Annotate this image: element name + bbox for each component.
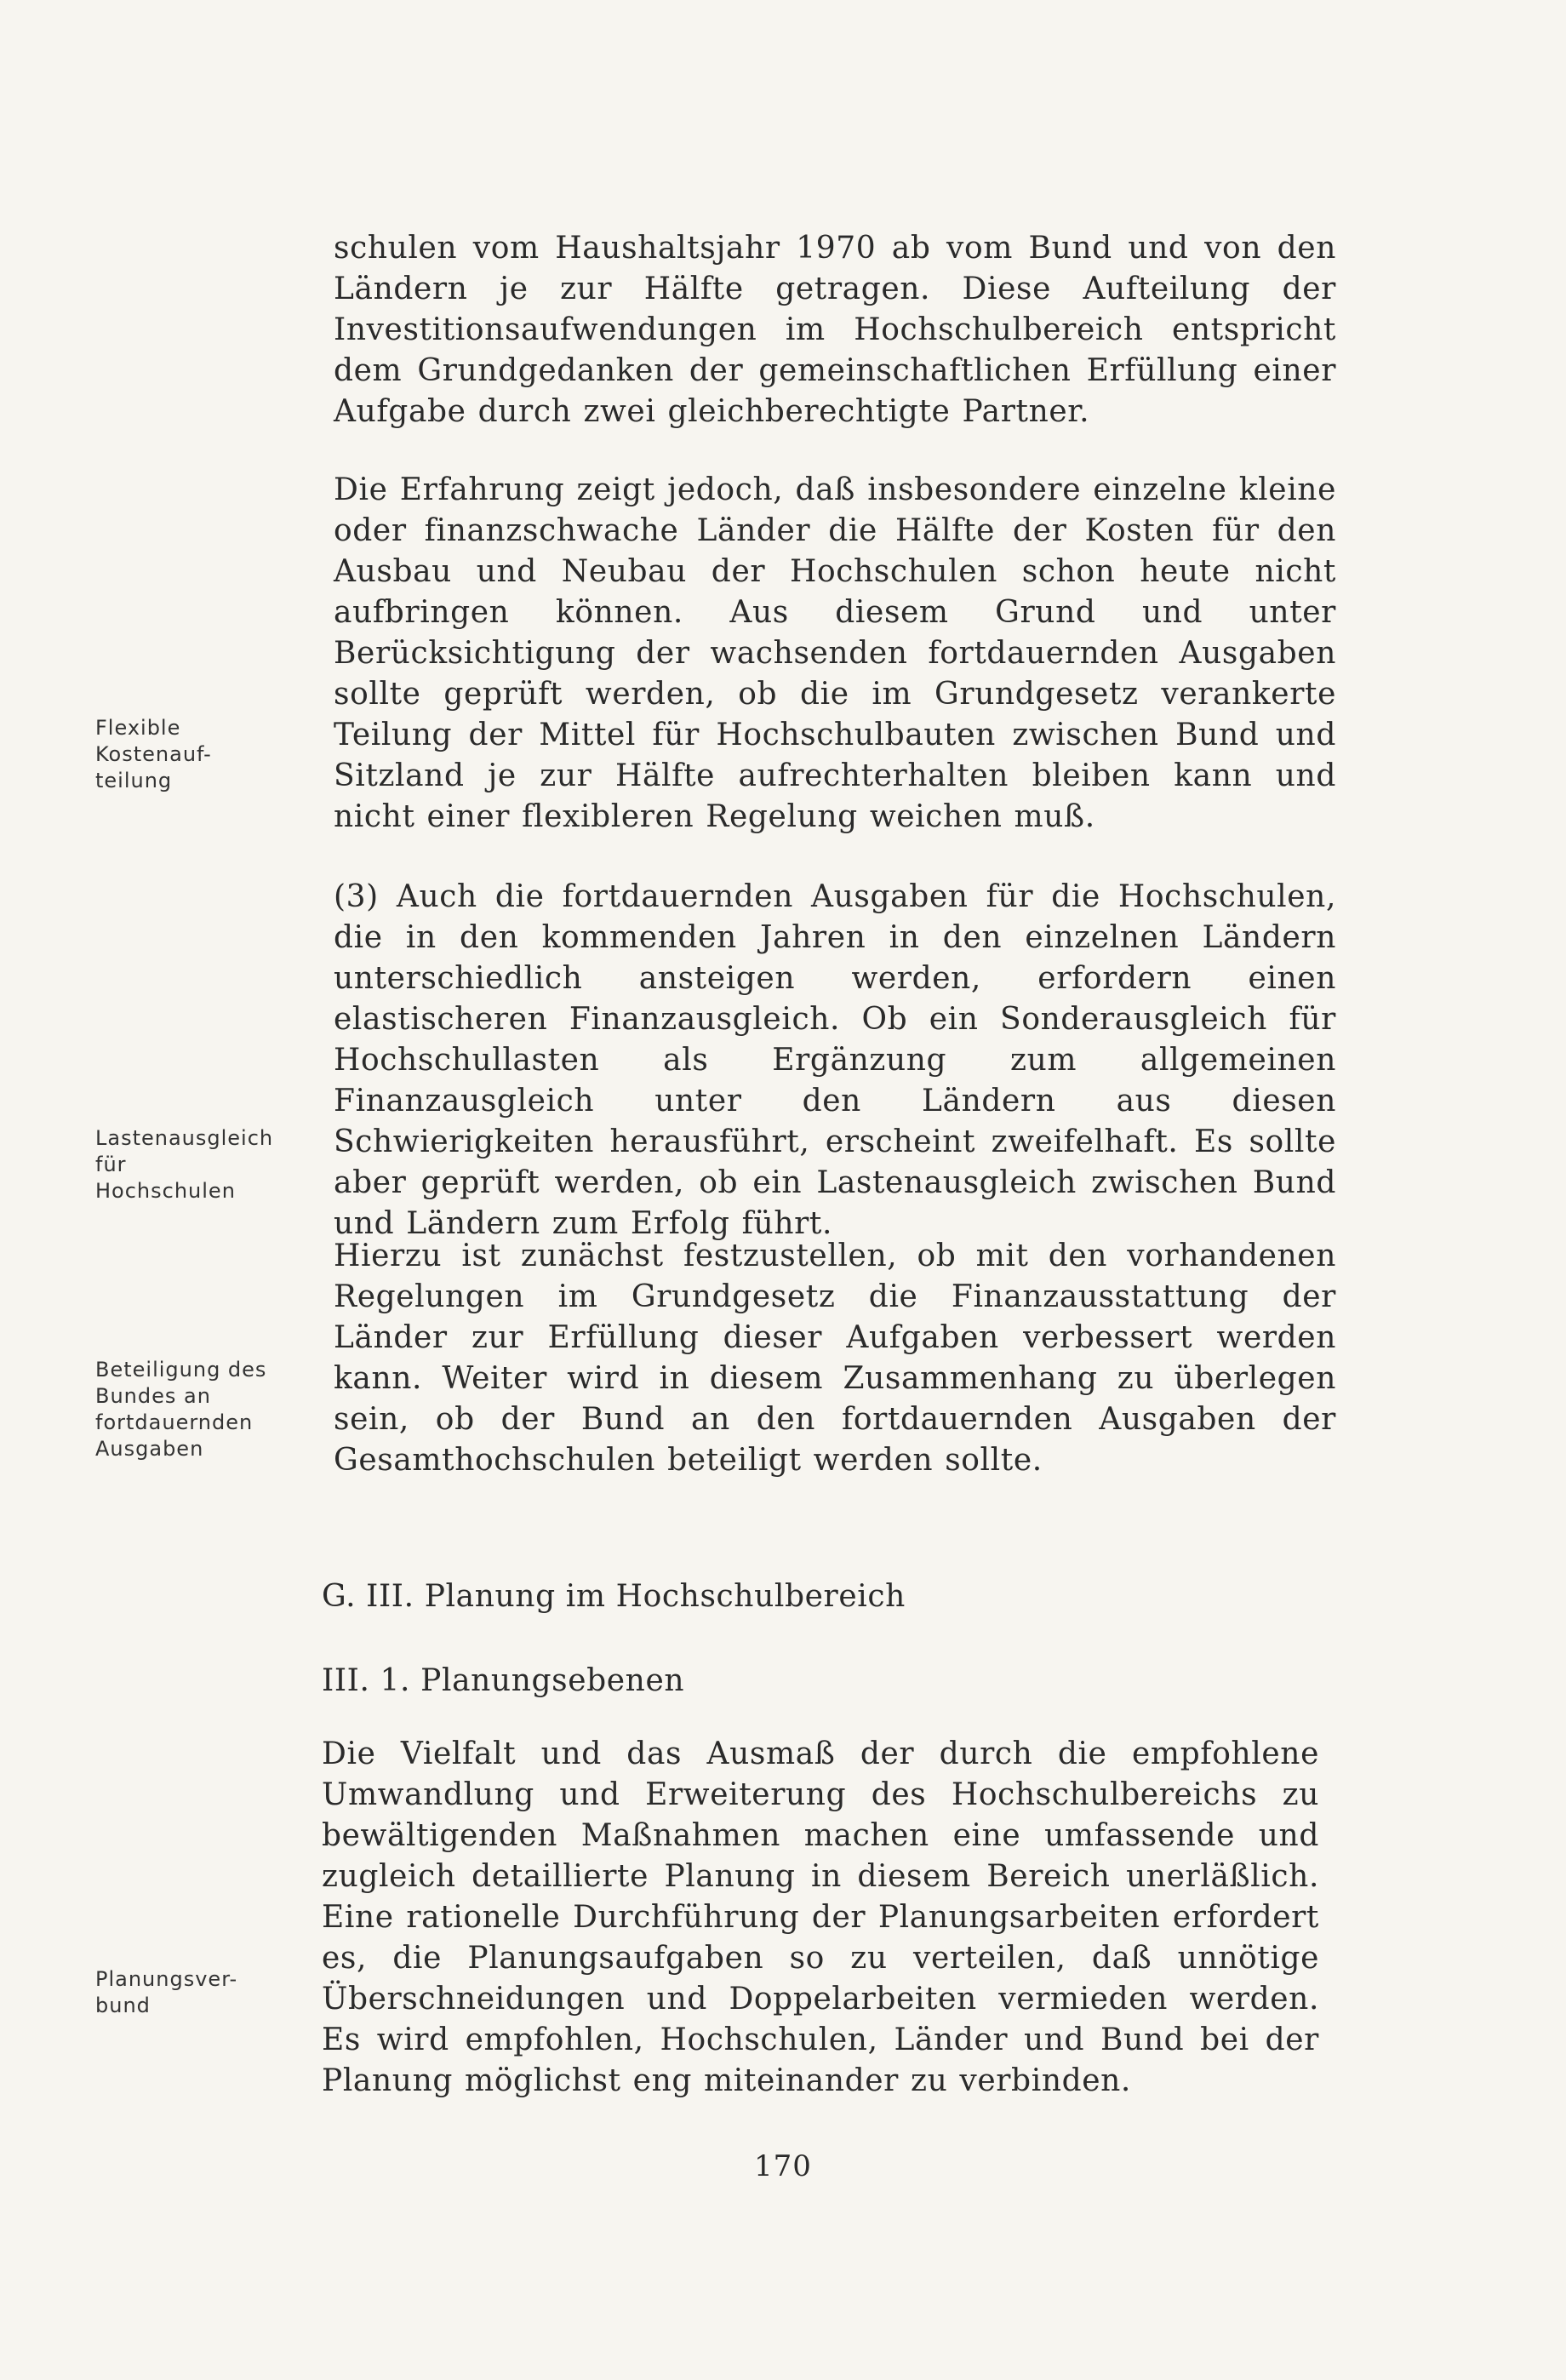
margin-note-line: teilung — [95, 769, 173, 792]
paragraph-ongoing-expenses: (3) Auch die fortdauernden Ausgaben für die Hochschulen, die in den kommenden Jahren in den einzelnen Ländern unterschiedlich ansteigen werden, erfordern einen elastischeren Finanzausgleich. Ob ein Sonderausgleich für Hochschullasten als Ergänzung zum allgemeinen Finanzausgleich unter den Ländern aus diesen Schwierigkeiten herausführt, erscheint zweifelhaft. Es sollte aber geprüft werden, ob ein Lastenausgleich zwischen Bund und Ländern zum Erfolg führt. — [334, 879, 1336, 1241]
margin-note-flexible-cost-sharing — [95, 715, 300, 794]
margin-note-line: fortdauernden — [95, 1410, 254, 1434]
page-number: 170 — [754, 2149, 812, 2183]
paragraph-investment-split: schulen vom Haushaltsjahr 1970 ab vom Bund und von den Ländern je zur Hälfte getragen. Diese Aufteilung der Investitionsaufwendungen im Hochschulbereich entspricht dem Grundgedanken der gemeinschaftlichen Erfüllung einer Aufgabe durch zwei gleichberechtigte Partner. — [334, 231, 1336, 429]
margin-note-burden-sharing — [95, 1125, 300, 1204]
paragraph-planning: Die Vielfalt und das Ausmaß der durch die empfohlene Umwandlung und Erweiterung des Hochschulbereichs zu bewältigenden Maßnahmen machen eine umfassende und zugleich detaillierte Planung in diesem Bereich unerläßlich. Eine rationelle Durchführung der Planungsarbeiten erfordert es, die Planungsaufgaben so zu verteilen, daß unnötige Überschneidungen und Doppelarbeiten vermieden werden. Es wird empfohlen, Hochschulen, Länder und Bund bei der Planung möglichst eng miteinander zu verbinden. — [322, 1736, 1319, 2098]
margin-note-line: Kostenauf- — [95, 742, 212, 766]
subsection-heading: III. 1. Planungsebenen — [322, 1663, 685, 1698]
section-heading: G. III. Planung im Hochschulbereich — [322, 1579, 906, 1614]
margin-note-planning-association — [95, 1966, 300, 2019]
margin-note-line: für — [95, 1153, 127, 1176]
margin-note-line: Bundes an — [95, 1384, 211, 1408]
paragraph-experience: Die Erfahrung zeigt jedoch, daß insbesondere einzelne kleine oder finanzschwache Länder die Hälfte der Kosten für den Ausbau und Neubau der Hochschulen schon heute nicht aufbringen können. Aus diesem Grund und unter Berücksichtigung der wachsenden fortdauernden Ausgaben sollte geprüft werden, ob die im Grundgesetz verankerte Teilung der Mittel für Hochschulbauten zwischen Bund und Sitzland je zur Hälfte aufrechterhalten bleiben kann und nicht einer flexibleren Regelung weichen muß. — [334, 472, 1336, 834]
margin-note-line: Ausgaben — [95, 1437, 204, 1461]
margin-note-line: Lastenausgleich — [95, 1126, 274, 1150]
paragraph-clarification: Hierzu ist zunächst festzustellen, ob mit den vorhandenen Regelungen im Grundgesetz die Finanzausstattung der Länder zur Erfüllung dieser Aufgaben verbessert werden kann. Weiter wird in diesem Zusammenhang zu überlegen sein, ob der Bund an den fortdauernden Ausgaben der Gesamthochschulen beteiligt werden sollte. — [334, 1239, 1336, 1478]
margin-note-line: Hochschulen — [95, 1179, 236, 1203]
margin-note-line: Beteiligung des — [95, 1358, 267, 1382]
margin-note-line: Flexible — [95, 716, 181, 740]
margin-note-federal-participation — [95, 1357, 300, 1462]
margin-note-line: Planungsver- — [95, 1967, 238, 1991]
margin-note-line: bund — [95, 1994, 151, 2017]
